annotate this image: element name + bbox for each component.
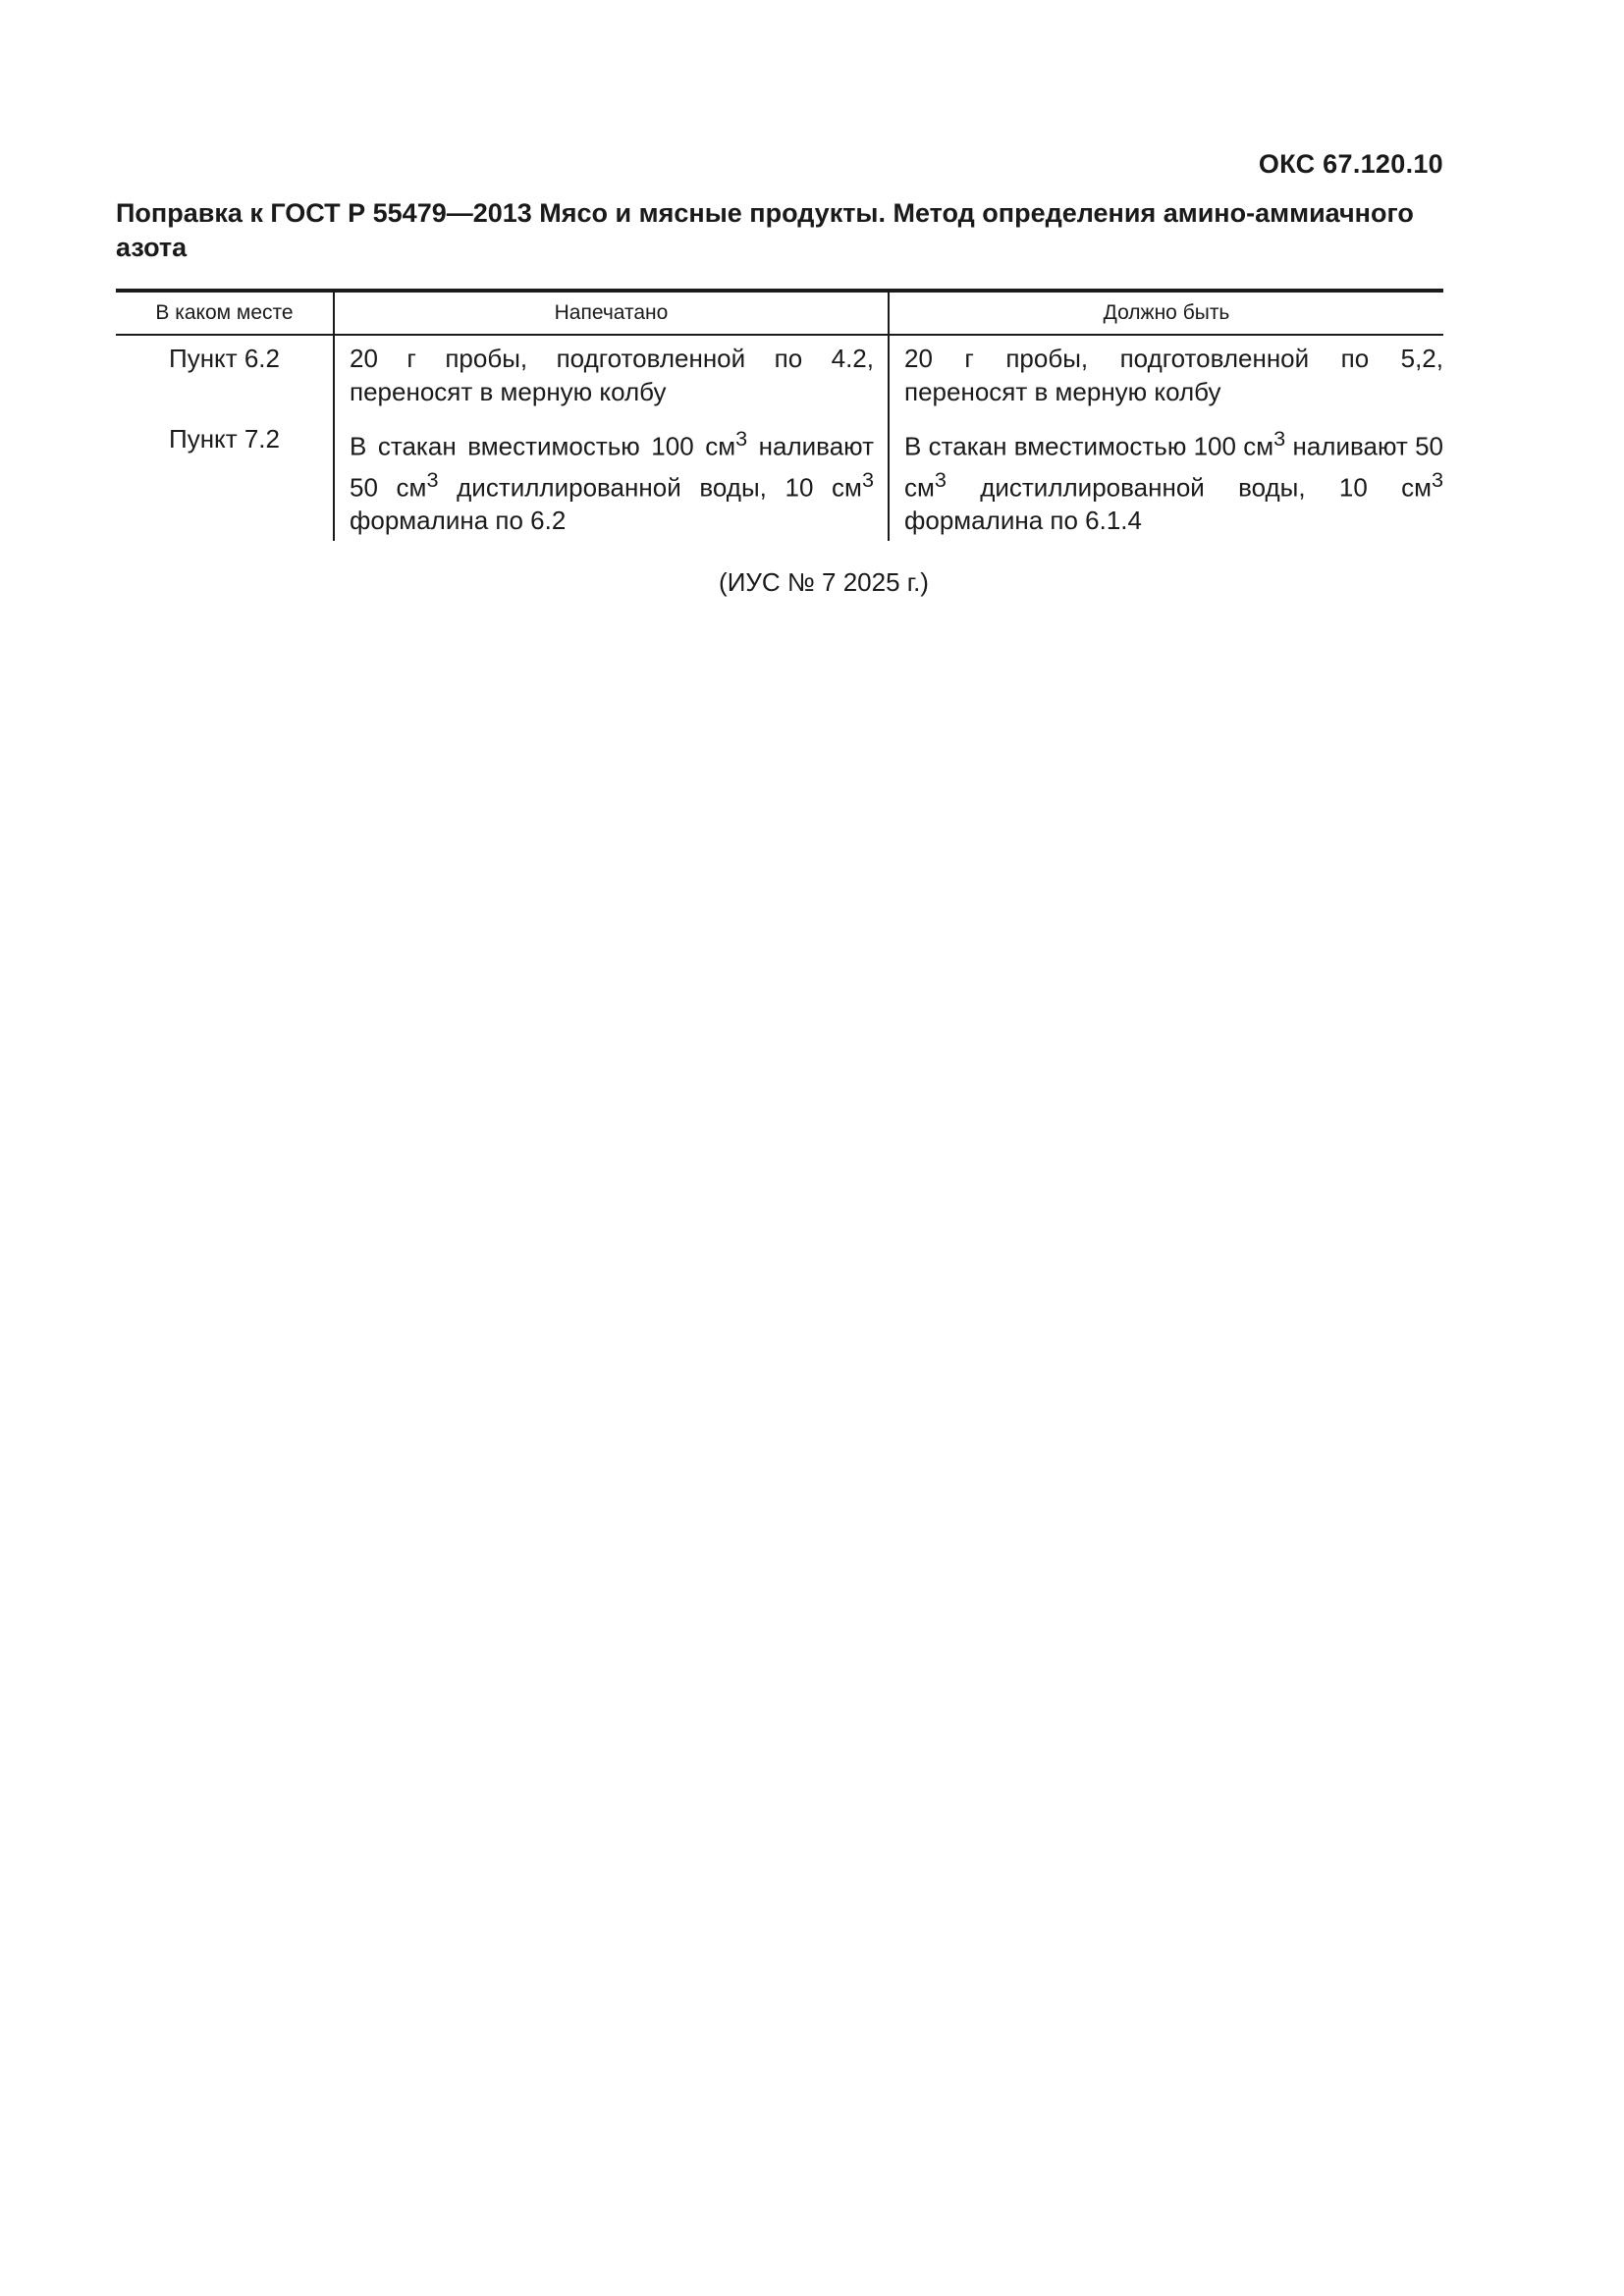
text-segment: наливают 50 см <box>904 431 1443 503</box>
text-segment: дистиллированной воды, 10 см <box>946 472 1432 503</box>
oks-code: ОКС 67.120.10 <box>1258 149 1443 179</box>
table-header-row <box>116 291 1443 335</box>
text-segment: формалина по 6.1.4 <box>904 506 1142 536</box>
column-header-should-be: Должно быть <box>889 291 1443 335</box>
row-printed-text: 20 г пробы, подготовленной по 4.2, переносят в мерную колбу <box>334 335 889 422</box>
superscript: 3 <box>934 466 947 492</box>
issue-reference: (ИУС № 7 2025 г.) <box>719 567 929 597</box>
text-segment: В стакан вместимостью 100 см <box>904 431 1274 461</box>
correction-table <box>116 289 1443 541</box>
superscript: 3 <box>1273 426 1286 451</box>
row-place: Пункт 6.2 <box>169 344 280 373</box>
superscript: 3 <box>735 426 748 451</box>
table-row <box>116 422 1443 541</box>
column-header-place: В каком месте <box>116 291 334 335</box>
text-segment: В стакан вместимостью 100 см <box>350 431 736 461</box>
row-should-be-text <box>889 422 1443 541</box>
row-printed-text <box>334 422 889 541</box>
column-header-printed: Напечатано <box>334 291 889 335</box>
text-segment: формалина по 6.2 <box>350 506 567 536</box>
superscript: 3 <box>426 466 439 492</box>
document-title: Поправка к ГОСТ Р 55479—2013 Мясо и мясные продукты. Метод определения амино-аммиачного азота <box>116 198 1414 262</box>
table-row <box>116 335 1443 422</box>
superscript: 3 <box>861 466 874 492</box>
row-should-be-text: 20 г пробы, подготовленной по 5,2, переносят в мерную колбу <box>889 335 1443 422</box>
text-segment: дистиллированной воды, 10 см <box>438 472 862 503</box>
superscript: 3 <box>1431 466 1443 492</box>
text-segment: наливают 50 см <box>350 431 874 503</box>
row-place: Пункт 7.2 <box>169 424 280 454</box>
